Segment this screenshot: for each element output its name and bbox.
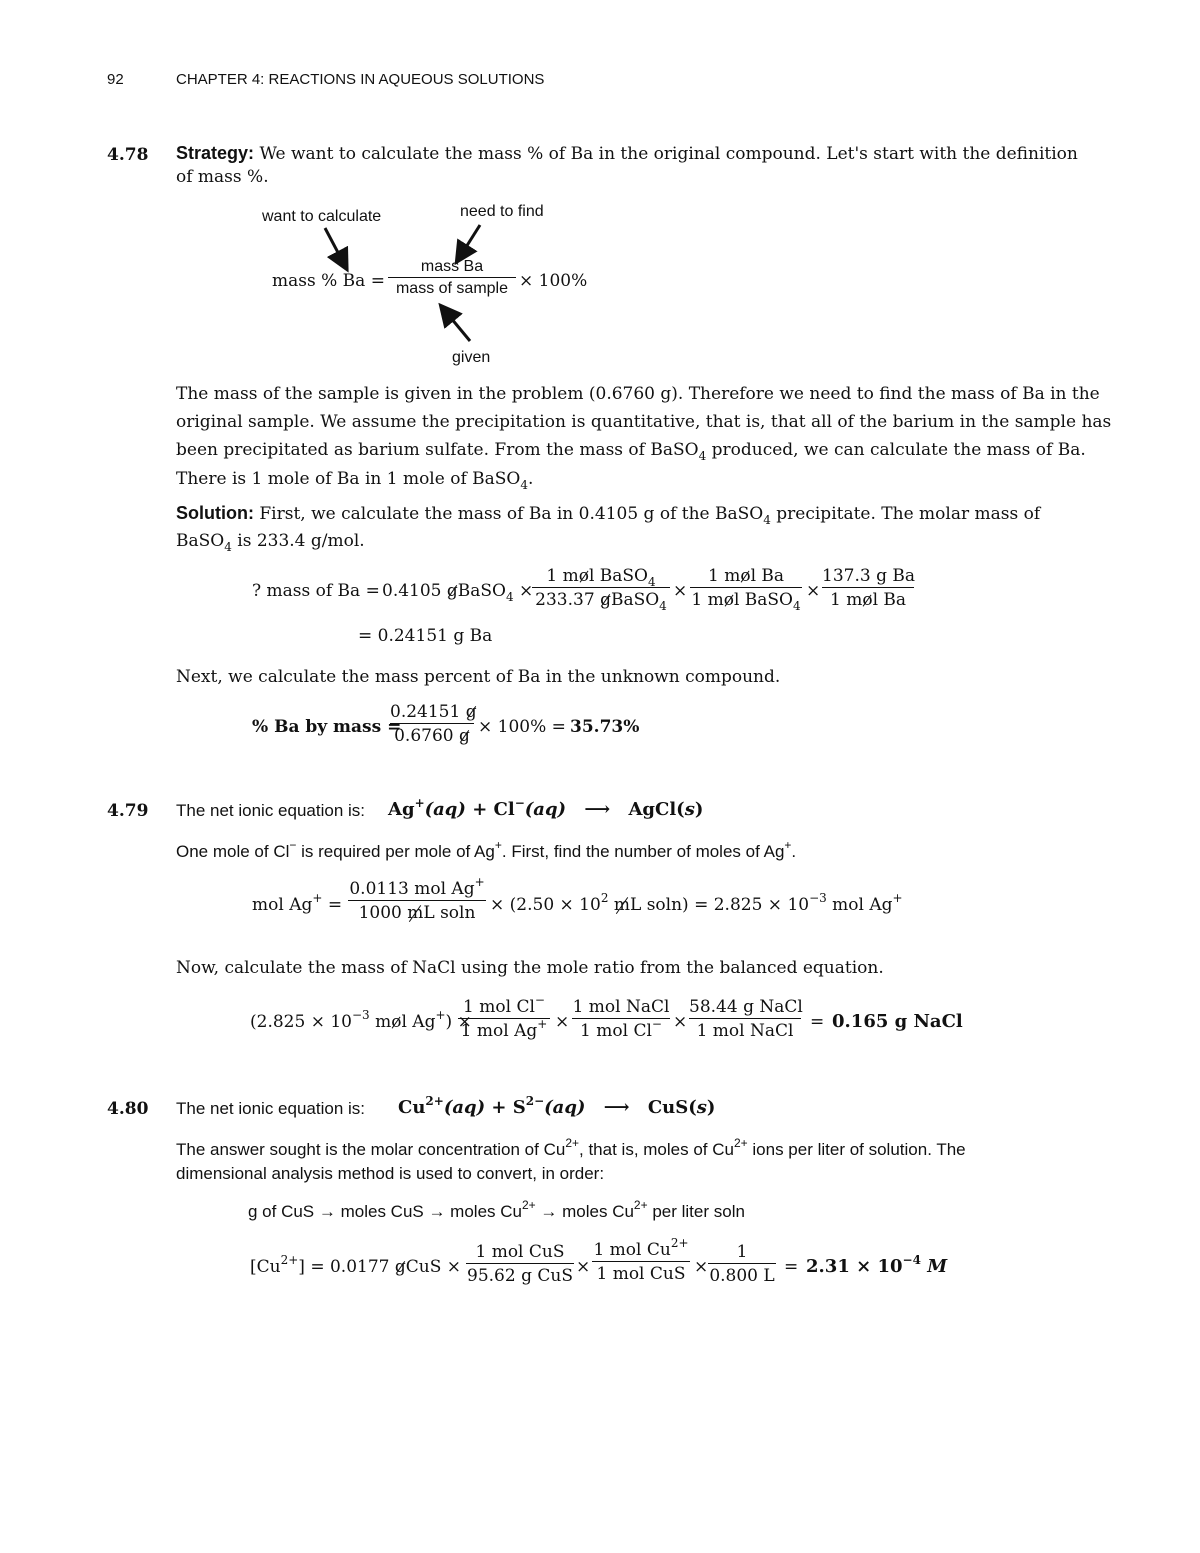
paragraph-478: [176, 380, 1111, 494]
solution-line-1: Solution: First, we calculate the mass of Ba in 0.4105 g of the BaSO$_4$ precipitate. The molar mass of: [176, 503, 1041, 527]
fraction-cu-per-cus: 1 mol $Cu^{2+}$ 1 mol CuS: [593, 1236, 689, 1284]
problem-number-4-79: 4.79: [107, 801, 149, 821]
p479-line-2: One mole of Cl− is required per mole of Ag+. First, find the number of moles of Ag+.: [176, 838, 797, 861]
nacl-times-1: ×: [555, 1012, 570, 1032]
conversion-chain: g of CuS → moles CuS → moles $Cu^{2+}$ → moles $Cu^{2+}$ per liter soln: [248, 1198, 745, 1221]
mass-fraction-numerator: mass Ba: [420, 258, 484, 275]
para-line-4: There is 1 mole of Ba in 1 mole of BaSO$_4$.: [176, 469, 534, 492]
fraction-mol-cus: 1 mol CuS 95.62 g CuS: [467, 1242, 573, 1286]
fraction-per-liter: 1 0.800 L: [709, 1242, 775, 1286]
fraction-cl-per-ag: 1 mol Cl− 1 mol Ag+: [458, 997, 550, 1041]
chapter-title: CHAPTER 4: REACTIONS IN AQUEOUS SOLUTIONS: [176, 71, 545, 88]
mol-ag-fraction: 0.0113 mol Ag+ 1000 mL soln: [349, 875, 485, 923]
cu-times-2: ×: [694, 1257, 709, 1277]
want-to-calculate-label: want to calculate: [262, 208, 382, 225]
cu-equals: =: [784, 1257, 799, 1277]
problem-number-4-78: 4.78: [107, 145, 149, 165]
fraction-molar-mass-nacl: 58.44 g NaCl 1 mol NaCl: [689, 997, 803, 1041]
fraction-nacl-per-cl: 1 mol NaCl 1 mol Cl−: [572, 997, 670, 1041]
cu-result: $2.31 \times 10^{-4}$ M: [806, 1253, 948, 1277]
strategy-text: We want to calculate the mass % of Ba in the original compound. Let's start with the definition: [259, 144, 1078, 164]
strategy-label: Strategy:: [176, 143, 255, 163]
net-ionic-equation-480: $Cu^{2+}(aq) + S^{2-}(aq)$ ⟶ CuS(s): [398, 1094, 716, 1118]
net-ionic-equation-479: Ag+(aq) + Cl−(aq) ⟶ AgCl(s): [388, 796, 704, 820]
percent-ba-result: 35.73%: [570, 717, 640, 737]
percent-ba-times: × 100% =: [478, 717, 566, 737]
next-line: Next, we calculate the mass percent of Ba in the unknown compound.: [176, 667, 781, 687]
arrow-need: [461, 225, 480, 255]
net-ionic-intro-479: The net ionic equation is:: [176, 801, 366, 820]
strategy-line-2: of mass %.: [176, 167, 269, 187]
para-line-3: been precipitated as barium sulfate. From the mass of BaSO$_4$ produced, we can calculate the mass of Ba.: [176, 440, 1086, 463]
nacl-start: ($2.825 \times 10^{-3}$ mol Ag+) ×: [250, 1008, 472, 1032]
arrow-want: [325, 228, 343, 262]
mass-ba-factor: 0.4105 gBaSO$_4$ ×: [382, 581, 534, 604]
times-2: ×: [806, 581, 821, 601]
mol-ag-result: × ($2.50 \times 10^2$ mL $soln) = 2.825 \times 10^{-3}$ mol Ag+: [490, 891, 903, 915]
p480-line-3: dimensional analysis method is used to convert, in order:: [176, 1164, 605, 1183]
nacl-equals: =: [810, 1012, 825, 1032]
page-number: 92: [107, 71, 124, 88]
fraction-ba-per-baso4: 1 mol Ba 1 mol BaSO$_4$: [691, 566, 801, 613]
diagram-arrows: [0, 0, 1200, 400]
solution-line-2: BaSO$_4$ is 233.4 g/mol.: [176, 531, 365, 554]
given-label: given: [452, 349, 491, 366]
problem-number-4-80: 4.80: [107, 1099, 149, 1119]
p479-line-3: Now, calculate the mass of NaCl using the mole ratio from the balanced equation.: [176, 958, 884, 978]
percent-ba-fraction: 0.24151 g 0.6760 g: [390, 702, 477, 746]
times-1: ×: [673, 581, 688, 601]
p480-line-2: The answer sought is the molar concentration of $Cu^{2+}$, that is, moles of $Cu^{2+}$ ions per liter of solution. The: [176, 1136, 966, 1159]
mass-fraction-denominator: mass of sample: [395, 280, 509, 297]
fraction-molar-mass-ba: 137.3 g Ba 1 mol Ba: [822, 566, 915, 610]
mol-ag-lhs: mol Ag+ =: [252, 891, 343, 915]
solution-label: Solution:: [176, 503, 254, 523]
para-line-1: The mass of the sample is given in the problem (0.6760 g). Therefore we need to find the mass of Ba in the: [176, 384, 1100, 404]
times-100-percent: × 100%: [519, 271, 588, 291]
mass-percent-lhs: mass % Ba =: [272, 271, 385, 291]
para-line-2: original sample. We assume the precipitation is quantitative, that is, that all of the barium in the sample has: [176, 412, 1112, 432]
net-ionic-intro-480: The net ionic equation is:: [176, 1099, 366, 1118]
need-to-find-label: need to find: [460, 203, 544, 220]
nacl-times-2: ×: [673, 1012, 688, 1032]
mass-ba-result: = 0.24151 g Ba: [358, 626, 493, 646]
mass-ba-lhs: ? mass of Ba =: [252, 581, 380, 601]
percent-ba-lhs: % Ba by mass =: [252, 717, 402, 737]
arrow-given: [446, 312, 470, 341]
cu-conc-lhs: $[Cu^{2+}] = 0.0177$ gCuS ×: [250, 1253, 462, 1277]
nacl-result: 0.165 g NaCl: [832, 1011, 963, 1032]
fraction-mol-baso4: 1 mol BaSO$_4$ 233.37 gBaSO$_4$: [532, 566, 670, 610]
cu-times-1: ×: [576, 1257, 591, 1277]
